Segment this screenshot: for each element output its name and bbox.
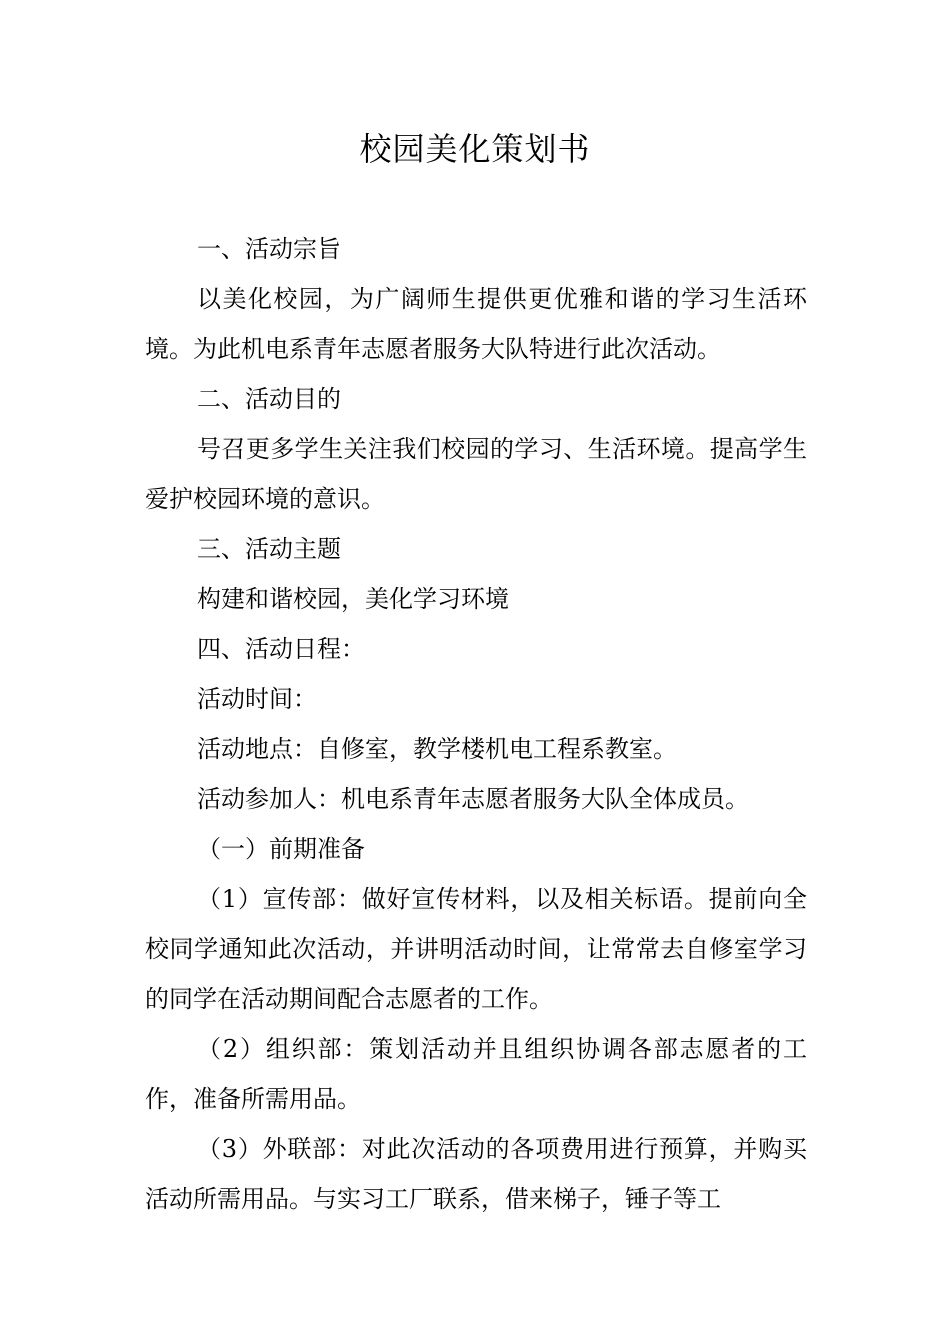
document-body bbox=[145, 224, 807, 1224]
paragraph-theme: 构建和谐校园，美化学习环境 bbox=[197, 585, 509, 613]
section-heading-schedule: 四、活动日程： bbox=[197, 635, 365, 663]
paragraph-location: 活动地点：自修室，教学楼机电工程系教室。 bbox=[197, 735, 677, 763]
paragraph-participants: 活动参加人：机电系青年志愿者服务大队全体成员。 bbox=[197, 785, 749, 813]
paragraph-time: 活动时间： bbox=[197, 685, 317, 713]
section-heading-goal: 二、活动目的 bbox=[197, 385, 341, 413]
document-title: 校园美化策划书 bbox=[359, 130, 591, 168]
paragraph-purpose: 以美化校园，为广阔师生提供更优雅和谐的学习生活环境。为此机电系青年志愿者服务大队特进行此次活动。 bbox=[145, 285, 807, 363]
subsection-heading-preparation: （一）前期准备 bbox=[197, 835, 365, 863]
paragraph-liaison: （3）外联部：对此次活动的各项费用进行预算，并购买活动所需用品。与实习工厂联系，借来梯子，锤子等工 bbox=[145, 1135, 807, 1213]
section-heading-purpose: 一、活动宗旨 bbox=[197, 235, 341, 263]
section-heading-theme: 三、活动主题 bbox=[197, 535, 341, 563]
paragraph-goal: 号召更多学生关注我们校园的学习、生活环境。提高学生爱护校园环境的意识。 bbox=[145, 435, 807, 513]
paragraph-organization: （2）组织部：策划活动并且组织协调各部志愿者的工作，准备所需用品。 bbox=[145, 1035, 807, 1113]
paragraph-publicity: （1）宣传部：做好宣传材料，以及相关标语。提前向全校同学通知此次活动，并讲明活动时间，让常常去自修室学习的同学在活动期间配合志愿者的工作。 bbox=[145, 885, 807, 1013]
